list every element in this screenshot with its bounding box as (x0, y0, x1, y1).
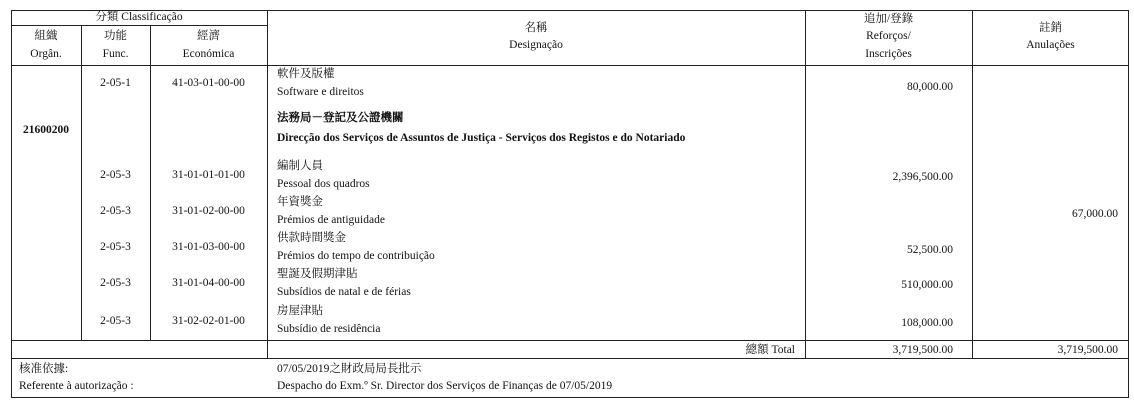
total-label: 總額 Total (745, 344, 795, 356)
reforcos-header-pt2: Inscrições (865, 48, 912, 60)
row-desc-pt: Prémios de antiguidade (277, 214, 385, 226)
row-desc-pt: Pessoal dos quadros (277, 178, 370, 190)
row-func: 2-05-3 (100, 241, 131, 253)
row-reforco: 52,500.00 (907, 244, 953, 256)
divider (805, 10, 806, 358)
econ-header-zh: 經濟 (197, 30, 220, 42)
row-desc-zh: 房屋津貼 (277, 305, 323, 317)
row-econ: 31-02-02-01-00 (172, 315, 245, 327)
row-reforco: 108,000.00 (901, 317, 953, 329)
row-func: 2-05-1 (100, 77, 131, 89)
row-econ: 31-01-02-00-00 (172, 205, 245, 217)
row-desc-pt: Software e direitos (277, 86, 364, 98)
row-desc-pt: Prémios do tempo de contribuição (277, 250, 435, 262)
row-func: 2-05-3 (100, 205, 131, 217)
budget-table (11, 10, 1129, 398)
total-anulacao: 3,719,500.00 (1057, 344, 1118, 356)
row-reforco: 2,396,500.00 (892, 171, 953, 183)
divider (11, 65, 1129, 66)
row-desc-zh: 年資獎金 (277, 196, 323, 208)
org-header-zh: 組織 (34, 30, 58, 42)
divider (150, 25, 151, 340)
row-desc-pt: Subsídio de residência (277, 323, 381, 335)
row-func: 2-05-3 (100, 315, 131, 327)
org-header-pt: Orgân. (30, 48, 62, 60)
func-header-pt: Func. (102, 48, 129, 60)
designation-header-zh: 名稱 (524, 22, 548, 34)
org-code: 21600200 (23, 124, 69, 136)
row-econ: 41-03-01-00-00 (172, 77, 245, 89)
row-desc-zh: 供款時間獎金 (277, 232, 346, 244)
func-header-zh: 功能 (104, 30, 127, 42)
divider (81, 25, 82, 340)
row-func: 2-05-3 (100, 277, 131, 289)
row-desc-zh: 軟件及版權 (277, 68, 335, 80)
row-econ: 31-01-01-01-00 (172, 169, 245, 181)
reforcos-header-pt1: Reforços/ (866, 30, 911, 42)
authorization-label-zh: 核准依據: (19, 363, 69, 375)
row-anulacao: 67,000.00 (1072, 208, 1118, 220)
row-desc-zh: 聖誕及假期津貼 (277, 268, 358, 280)
divider (11, 358, 1129, 359)
anulacoes-header-pt: Anulações (1026, 39, 1075, 51)
row-reforco: 80,000.00 (907, 81, 953, 93)
row-desc-pt: Subsídios de natal e de férias (277, 286, 411, 298)
total-reforco: 3,719,500.00 (892, 344, 953, 356)
row-econ: 31-01-03-00-00 (172, 241, 245, 253)
classification-header: 分類 Classificação (95, 11, 183, 23)
authorization-value-pt: Despacho do Exm.º Sr. Director dos Serviços de Finanças de 07/05/2019 (277, 380, 613, 392)
divider (11, 340, 1129, 341)
authorization-value-zh: 07/05/2019之財政局局長批示 (277, 363, 422, 375)
row-func: 2-05-3 (100, 169, 131, 181)
econ-header-pt: Económica (182, 48, 235, 60)
row-reforco: 510,000.00 (901, 279, 953, 291)
row-desc-zh: 編制人員 (277, 160, 323, 172)
authorization-label-pt: Referente à autorização : (19, 380, 134, 392)
row-econ: 31-01-04-00-00 (172, 277, 245, 289)
divider (972, 10, 973, 358)
designation-header-pt: Designação (509, 39, 563, 51)
anulacoes-header-zh: 註銷 (1039, 22, 1062, 34)
divider (267, 10, 268, 358)
divider (11, 25, 267, 26)
entity-name-pt: Direcção dos Serviços de Assuntos de Justiça - Serviços dos Registos e do Notariado (277, 132, 686, 144)
entity-name-zh: 法務局－登記及公證機關 (277, 112, 404, 124)
reforcos-header-zh: 追加/登錄 (863, 13, 914, 25)
